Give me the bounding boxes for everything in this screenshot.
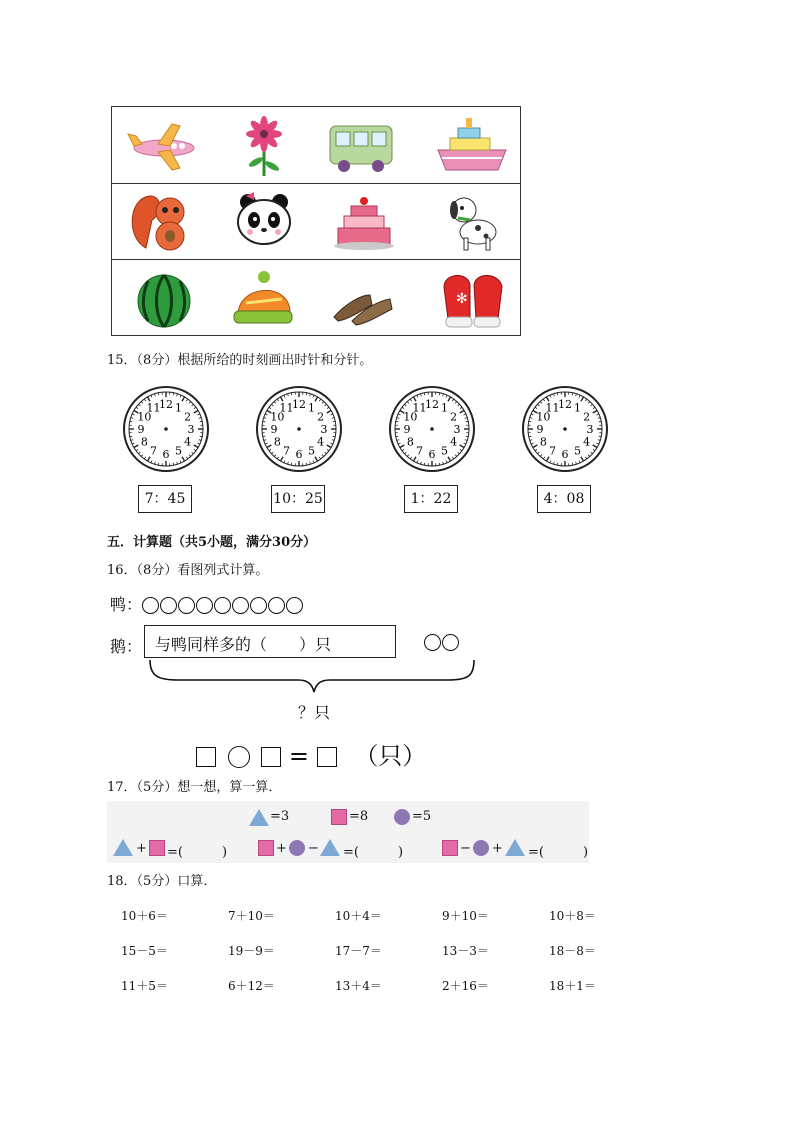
clock-face[interactable] [388,385,476,473]
clock-tick [572,463,573,465]
clock-tick [572,393,573,395]
goose-label: 鹅： [110,637,143,656]
clock-number: 1 [308,401,315,415]
time-box: 1：22 [404,485,458,513]
clock-number: 2 [184,410,192,424]
goose-box-text: 与鸭同样多的（ ）只 [155,635,332,654]
clock-number: 7 [283,444,290,458]
clock-face[interactable] [255,385,343,473]
flower-icon [224,112,304,178]
clock-number: 3 [453,423,461,436]
duck-row [110,592,304,615]
cake-icon [324,188,404,254]
total-brace [148,656,478,696]
clock-tick [173,393,174,395]
clock-number: 1 [175,401,182,415]
triangle-icon [505,839,525,856]
shape-problem-strip [107,801,589,863]
duck-circle [160,597,177,614]
airplane-icon [124,112,204,178]
square-value: =8 [349,809,369,824]
clock-number: 10 [137,410,152,424]
clock-number: 6 [295,448,303,461]
clock-tick [466,436,468,437]
hat-icon [224,265,304,331]
picture-grid [111,106,521,336]
clock-number: 2 [583,410,591,424]
clock-tick [333,436,335,437]
clock-number: 11 [146,401,161,415]
panda-icon [224,188,304,254]
question-17-label: 17．（5分）想一想，算一算． [107,780,282,795]
clock-number: 7 [549,444,556,458]
clock-number: 3 [187,423,195,436]
goose-circle [442,634,459,651]
answer-blank[interactable] [317,747,337,767]
square-icon [149,840,165,856]
clock-number: 5 [441,444,448,458]
goose-circle [424,634,441,651]
squirrel-icon [124,188,204,254]
clock-number: 5 [574,444,581,458]
clock-center [563,427,567,431]
duck-circle [214,597,231,614]
mental-math-item[interactable]: 19－9＝ [228,944,275,958]
clock-number: 10 [270,410,285,424]
duck-circles [142,595,304,614]
time-box: 4：08 [537,485,591,513]
time-box: 10：25 [271,485,325,513]
triangle-value: =3 [270,809,290,824]
plus-sign: + [136,841,147,856]
mental-math-item[interactable]: 7＋10＝ [228,909,275,923]
clock-number: 4 [450,435,458,449]
mental-math-item[interactable]: 11＋5＝ [121,979,168,993]
duck-circle [178,597,195,614]
clock-number: 12 [425,398,439,411]
mental-math-item[interactable]: 9＋10＝ [442,909,489,923]
clock-number: 8 [539,435,547,449]
clock-number: 8 [406,435,414,449]
watermelon-icon [126,265,206,331]
duck-circle [232,597,249,614]
triangle-icon [320,839,340,856]
clock-number: 2 [450,410,458,424]
clock-tick [396,421,398,422]
plus-sign: + [492,841,503,856]
clock-number: 3 [586,423,594,436]
clock-tick [291,463,292,465]
clock-number: 10 [536,410,551,424]
square-icon [258,840,274,856]
clock-number: 9 [270,423,278,436]
clock-tick [158,463,159,465]
duck-circle [268,597,285,614]
clock-tick [599,421,601,422]
mental-math-item[interactable]: 18－8＝ [549,944,596,958]
clock-number: 12 [159,398,173,411]
answer-blank[interactable] [261,747,281,767]
clock-tick [529,436,531,437]
section-heading: 五．计算题（共5小题，满分30分） [107,535,317,550]
goose-answer-box [144,625,396,658]
clock-number: 8 [140,435,148,449]
duck-circle [142,597,159,614]
clock-number: 4 [184,435,192,449]
clock-tick [200,436,202,437]
mental-math-item[interactable]: 6＋12＝ [228,979,275,993]
problem-answer[interactable]: =( ) [528,845,589,860]
clock-number: 5 [175,444,182,458]
clock-number: 12 [558,398,572,411]
question-15-label: 15．（8分）根据所给的时刻画出时针和分针。 [107,353,373,368]
mental-math-item[interactable]: 10＋4＝ [335,909,382,923]
clock-tick [263,436,265,437]
clock-tick [424,463,425,465]
clock-number: 4 [583,435,591,449]
clock-number: 4 [317,435,325,449]
total-question: ？只 [298,703,331,722]
clock-number: 9 [137,423,145,436]
clock-number: 1 [574,401,581,415]
clock-tick [439,393,440,395]
clock-tick [599,436,601,437]
operator-blank[interactable] [228,746,250,768]
triangle-icon [249,809,269,826]
clock-tick [439,463,440,465]
clock-number: 9 [536,423,544,436]
clock-tick [158,393,159,395]
duck-circle [250,597,267,614]
mental-math-item[interactable]: 13－3＝ [442,944,489,958]
clock-center [297,427,301,431]
duck-label: 鸭： [110,595,143,614]
clock-number: 6 [162,448,170,461]
clock-center [164,427,168,431]
duck-circle [286,597,303,614]
clock-center [430,427,434,431]
clock-tick [557,463,558,465]
clock-number: 2 [317,410,325,424]
mental-math-item[interactable]: 15－5＝ [121,944,168,958]
clock-tick [424,393,425,395]
triangle-icon [113,839,133,856]
minus-sign: − [460,841,471,856]
clock-face[interactable] [122,385,210,473]
question-18-label: 18．（5分）口算． [107,874,217,889]
mental-math-item[interactable]: 17－7＝ [335,944,382,958]
picture-row [112,183,520,260]
goose-extra-circles [424,632,460,651]
clock-tick [291,393,292,395]
mental-math-item[interactable]: 10＋6＝ [121,909,168,923]
clock-number: 6 [428,448,436,461]
problem-answer[interactable]: =( ) [167,845,228,860]
question-16-label: 16．（8分）看图列式计算。 [107,563,269,578]
clock-number: 5 [308,444,315,458]
clock-tick [200,421,202,422]
square-icon [331,809,347,825]
picture-row [112,260,520,336]
clock-tick [333,421,335,422]
mittens-icon [434,265,514,331]
clock-number: 12 [292,398,306,411]
mental-math-item[interactable]: 10＋8＝ [549,909,596,923]
equals-sign: = [288,742,310,770]
clock-number: 7 [150,444,157,458]
clock-number: 11 [412,401,427,415]
shoes-icon [324,265,404,331]
clock-number: 11 [279,401,294,415]
clock-tick [306,463,307,465]
clock-tick [529,421,531,422]
clock-number: 10 [403,410,418,424]
mental-math-item[interactable]: 13＋4＝ [335,979,382,993]
dog-icon [434,188,514,254]
mental-math-item[interactable]: 2＋16＝ [442,979,489,993]
circle-value: =5 [412,809,432,824]
time-box: 7：45 [138,485,192,513]
circle-icon [394,809,410,825]
clock-number: 6 [561,448,569,461]
clock-tick [263,421,265,422]
problem-answer[interactable]: =( ) [343,845,404,860]
circle-icon [289,840,305,856]
unit-label: （只） [354,742,427,770]
clock-number: 3 [320,423,328,436]
clock-tick [466,421,468,422]
square-icon [442,840,458,856]
clock-number: 7 [416,444,423,458]
clock-tick [130,421,132,422]
mental-math-item[interactable]: 18＋1＝ [549,979,596,993]
answer-blank[interactable] [196,747,216,767]
clock-tick [306,393,307,395]
svg-text:✻: ✻ [456,291,468,307]
minus-sign: − [308,841,319,856]
ship-icon [432,112,512,178]
clock-tick [557,393,558,395]
clock-tick [130,436,132,437]
duck-circle [196,597,213,614]
clock-number: 1 [441,401,448,415]
clock-number: 11 [545,401,560,415]
bus-icon [322,112,402,178]
circle-icon [473,840,489,856]
clock-tick [173,463,174,465]
clock-number: 8 [273,435,281,449]
clock-tick [396,436,398,437]
clock-face[interactable] [521,385,609,473]
clock-number: 9 [403,423,411,436]
picture-row [112,107,520,184]
plus-sign: + [276,841,287,856]
equation-template [196,736,426,771]
